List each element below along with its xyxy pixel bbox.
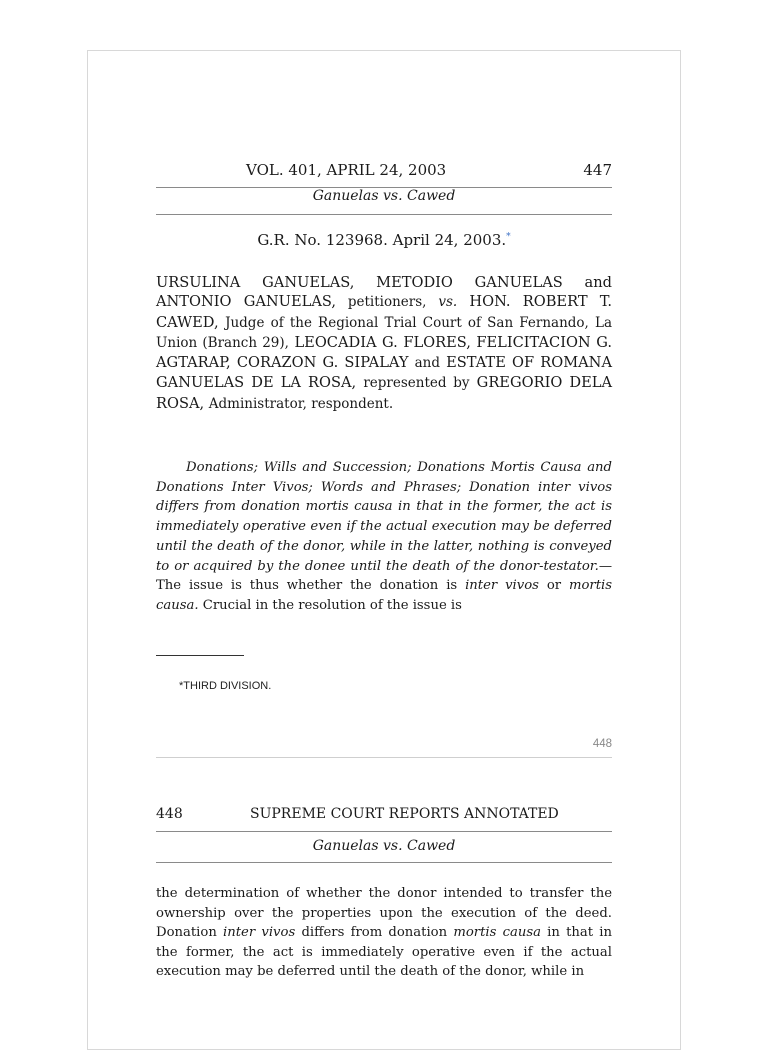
respondent-label: Administrator, respondent. — [208, 395, 394, 412]
petitioners-names: URSULINA GANUELAS, METODIO GANUELAS and ANTONIO GANUELAS, — [156, 274, 612, 311]
syllabus-term: mortis causa. — [156, 578, 612, 613]
represented-label: represented by — [363, 375, 470, 392]
syllabus-text: or — [538, 578, 569, 594]
syllabus-paragraph — [156, 458, 612, 616]
body-term: inter vivos — [223, 925, 296, 940]
caption-rule-2 — [156, 862, 612, 863]
header-rule-2 — [156, 831, 612, 832]
parties-block — [156, 273, 612, 414]
page-number: 447 — [583, 161, 612, 179]
and-label: and — [414, 355, 441, 372]
page-number-2: 448 — [156, 806, 183, 822]
next-page-marker: 448 — [592, 738, 612, 750]
body-paragraph — [156, 884, 612, 982]
respondent-judge: HON. ROBERT T. CAWED, — [156, 293, 612, 331]
estate-name: ESTATE OF ROMANA GANUELAS DE LA ROSA, — [156, 354, 612, 392]
footnote-link[interactable]: * — [506, 232, 511, 242]
volume-date: VOL. 401, APRIL 24, 2003 — [246, 161, 447, 179]
gr-number-text: G.R. No. 123968. April 24, 2003. — [257, 231, 507, 249]
body-text: the determination of whether the donor intended to transfer the ownership over the properties upon the execution of the deed. Donation — [156, 886, 612, 940]
footnote: *THIRD DIVISION. — [179, 680, 272, 692]
syllabus-term: inter vivos — [465, 578, 539, 594]
syllabus-text: Crucial in the resolution of the issue is — [198, 597, 462, 613]
versus-label: vs. — [438, 294, 458, 311]
body-text: in that in the former, the act is immediately operative even if the actual execution may be deferred until the death of the donor, while in — [156, 925, 612, 979]
body-term: mortis causa — [453, 925, 541, 940]
footnote-rule — [156, 655, 244, 656]
judge-court: Judge of the Regional Trial Court of San Fernando, La Union (Branch 29), — [156, 314, 612, 351]
page-break-rule — [156, 757, 612, 758]
body-text: differs from donation — [295, 925, 454, 940]
syllabus-text: —The issue is thus whether the donation is — [156, 558, 612, 594]
caption-rule — [156, 214, 612, 215]
syllabus-headnote: Donations; Wills and Succession; Donations Mortis Causa and Donations Inter Vivos; Words and Phrases; Donation inter vivos differs from donation mortis causa in that in the former, the act is immediately operative even if the actual execution may be deferred until the death of the donor, while in the latter, nothing is conveyed to or acquired by the donee until the death of the donor-testator. — [156, 460, 612, 574]
gr-number — [156, 231, 612, 249]
respondent-names: LEOCADIA G. FLORES, FELICITACION G. AGTARAP, CORAZON G. SIPALAY — [156, 333, 612, 372]
case-caption: Ganuelas vs. Cawed — [312, 188, 456, 204]
petitioners-label: petitioners, — [335, 294, 439, 311]
case-caption-2: Ganuelas vs. Cawed — [312, 838, 456, 854]
reporter-title: SUPREME COURT REPORTS ANNOTATED — [250, 806, 559, 822]
administrator-name: GREGORIO DELA ROSA, — [156, 374, 612, 412]
